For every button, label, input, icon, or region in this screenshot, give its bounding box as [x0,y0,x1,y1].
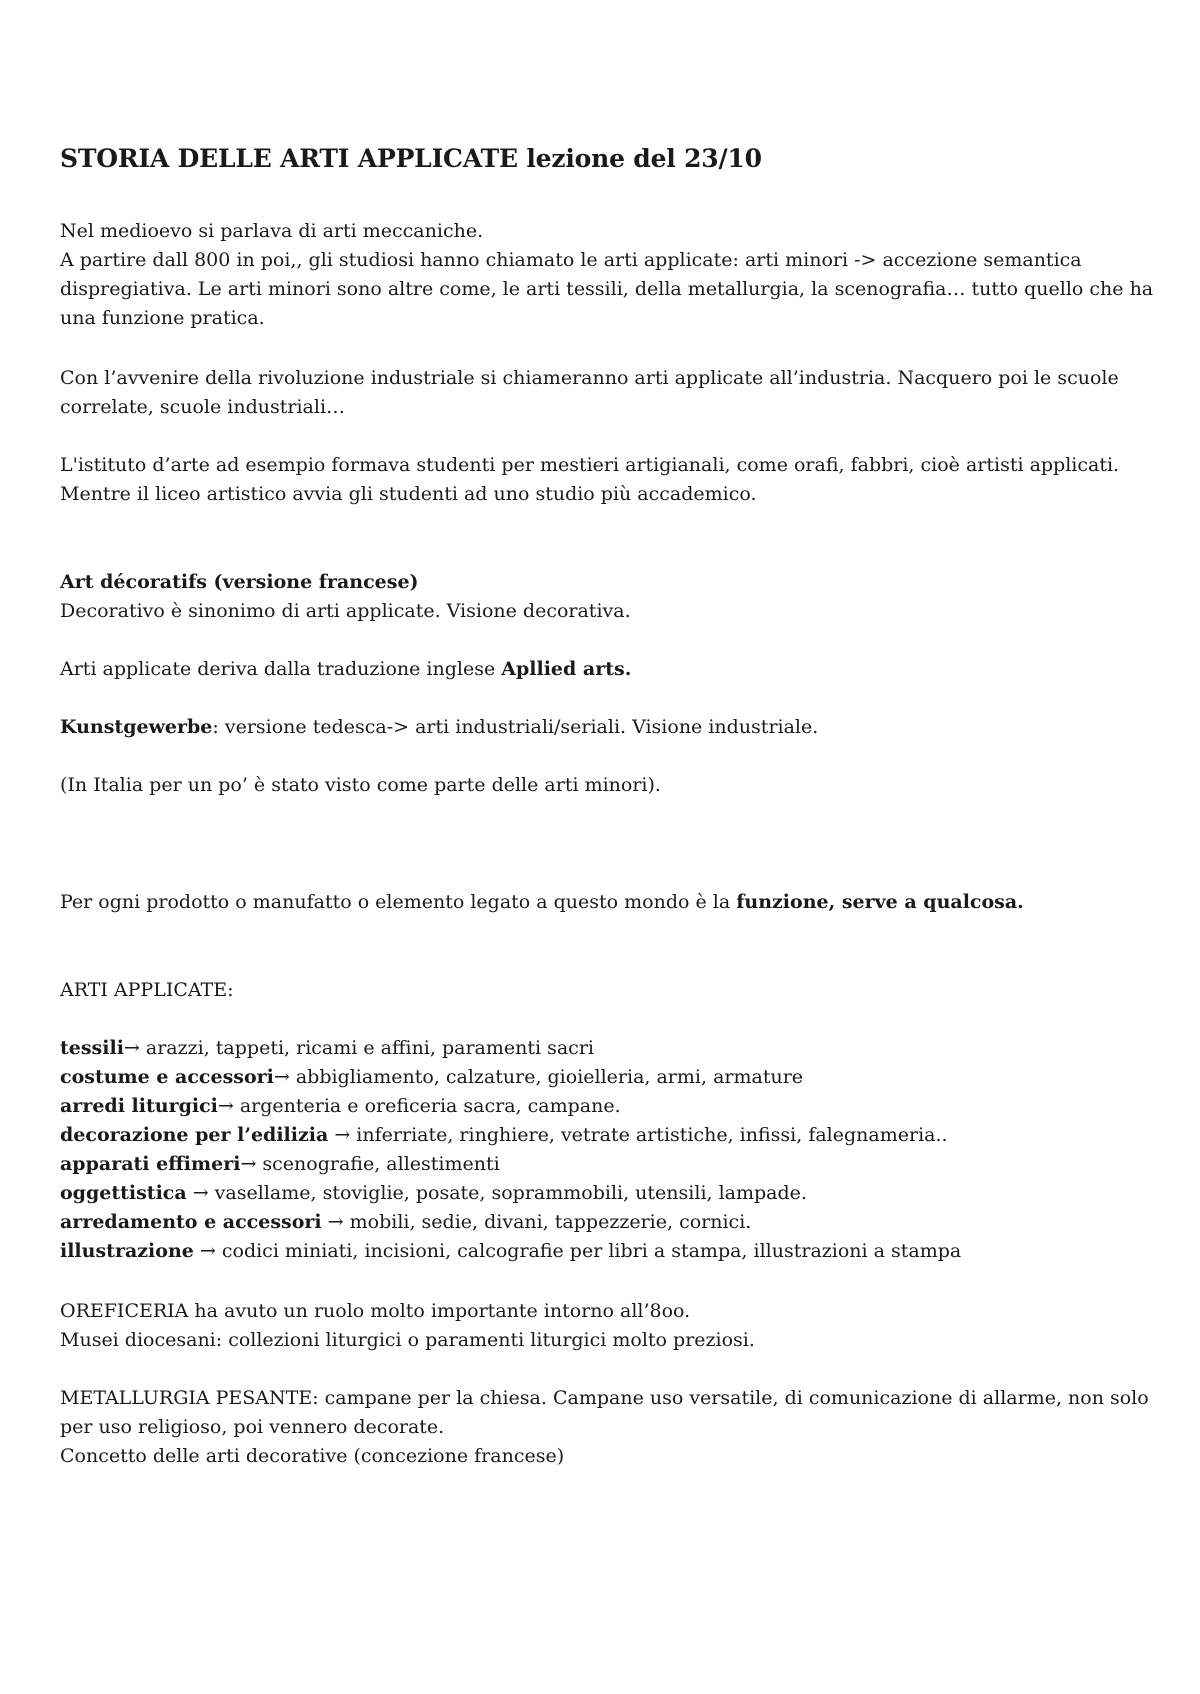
list-item-desc: → vasellame, stoviglie, posate, soprammobili, utensili, lampade. [186,1182,807,1204]
arti-heading-text: ARTI APPLICATE: [60,979,234,1001]
istituto-line-2: Mentre il liceo artistico avvia gli studenti ad uno studio più accademico. [60,483,757,505]
applied-arts-bold: Apllied arts. [501,658,632,680]
funzione-text: Per ogni prodotto o manufatto o elemento legato a questo mondo è la [60,891,737,913]
kunstgewerbe-bold: Kunstgewerbe [60,716,213,738]
arti-applicate-heading [60,976,1160,1005]
art-decoratifs-section [60,568,1160,626]
intro-line-1: Nel medioevo si parlava di arti meccaniche. [60,220,484,242]
metallurgia-paragraph [60,1384,1160,1471]
istituto-paragraph [60,451,1160,509]
arti-list [60,1034,1160,1266]
list-item-term: decorazione per l’edilizia [60,1124,329,1146]
metallurgia-line-1: METALLURGIA PESANTE: campane per la chiesa. Campane uso versatile, di comunicazione di allarme, non solo per uso religioso, poi vennero decorate. [60,1387,1149,1438]
oreficeria-line-2: Musei diocesani: collezioni liturgici o paramenti liturgici molto preziosi. [60,1329,755,1351]
list-item-term: illustrazione [60,1240,194,1262]
kunstgewerbe-paragraph [60,713,1160,742]
list-item-desc: → arazzi, tappeti, ricami e affini, paramenti sacri [123,1037,594,1059]
metallurgia-line-2: Concetto delle arti decorative (concezione francese) [60,1445,565,1467]
list-item-desc: → codici miniati, incisioni, calcografie per libri a stampa, illustrazioni a stampa [193,1240,962,1262]
list-item-desc: → mobili, sedie, divani, tappezzerie, cornici. [321,1211,752,1233]
kunstgewerbe-text: : versione tedesca-> arti industriali/seriali. Visione industriale. [212,716,819,738]
list-item [60,1092,1160,1121]
list-item [60,1237,1160,1266]
funzione-bold: funzione, serve a qualcosa. [736,891,1024,913]
istituto-line-1: L'istituto d’arte ad esempio formava studenti per mestieri artigianali, come orafi, fabbri, cioè artisti applicati. [60,454,1120,476]
list-item-term: arredamento e accessori [60,1211,322,1233]
list-item-desc: → abbigliamento, calzature, gioielleria, armi, armature [273,1066,804,1088]
funzione-paragraph [60,888,1160,917]
list-item [60,1121,1160,1150]
art-decoratifs-text: Decorativo è sinonimo di arti applicate. Visione decorativa. [60,600,631,622]
applied-arts-text: Arti applicate deriva dalla traduzione inglese [60,658,502,680]
intro-paragraph [60,217,1160,333]
list-item-term: costume e accessori [60,1066,274,1088]
italia-text: (In Italia per un po’ è stato visto come parte delle arti minori). [60,774,661,796]
list-item [60,1208,1160,1237]
page-title: STORIA DELLE ARTI APPLICATE lezione del 23/10 [60,144,762,173]
list-item-desc: → argenteria e oreficeria sacra, campane. [217,1095,621,1117]
industrial-paragraph: Con l’avvenire della rivoluzione industriale si chiameranno arti applicate all’industria. Nacquero poi le scuole correlate, scuole industriali… [60,367,1119,418]
list-item [60,1034,1160,1063]
oreficeria-paragraph [60,1297,1160,1355]
list-item-desc: → scenografie, allestimenti [240,1153,500,1175]
intro-line-2: A partire dall 800 in poi,, gli studiosi hanno chiamato le arti applicate: arti minori -> accezione semantica dispregiativa. Le arti minori sono altre come, le arti tessili, della metallurgia, la scenografia… tutto quello che ha una funzione pratica. [60,249,1154,329]
italia-paragraph [60,771,1160,800]
list-item-term: oggettistica [60,1182,187,1204]
list-item-desc: → inferriate, ringhiere, vetrate artistiche, infissi, falegnameria.. [328,1124,948,1146]
list-item-term: apparati effimeri [60,1153,241,1175]
applied-arts-paragraph [60,655,1160,684]
oreficeria-line-1: OREFICERIA ha avuto un ruolo molto importante intorno all’8oo. [60,1300,691,1322]
list-item-term: arredi liturgici [60,1095,218,1117]
art-decoratifs-heading: Art décoratifs (versione francese) [60,571,419,593]
list-item-term: tessili [60,1037,124,1059]
list-item [60,1150,1160,1179]
list-item [60,1063,1160,1092]
list-item [60,1179,1160,1208]
